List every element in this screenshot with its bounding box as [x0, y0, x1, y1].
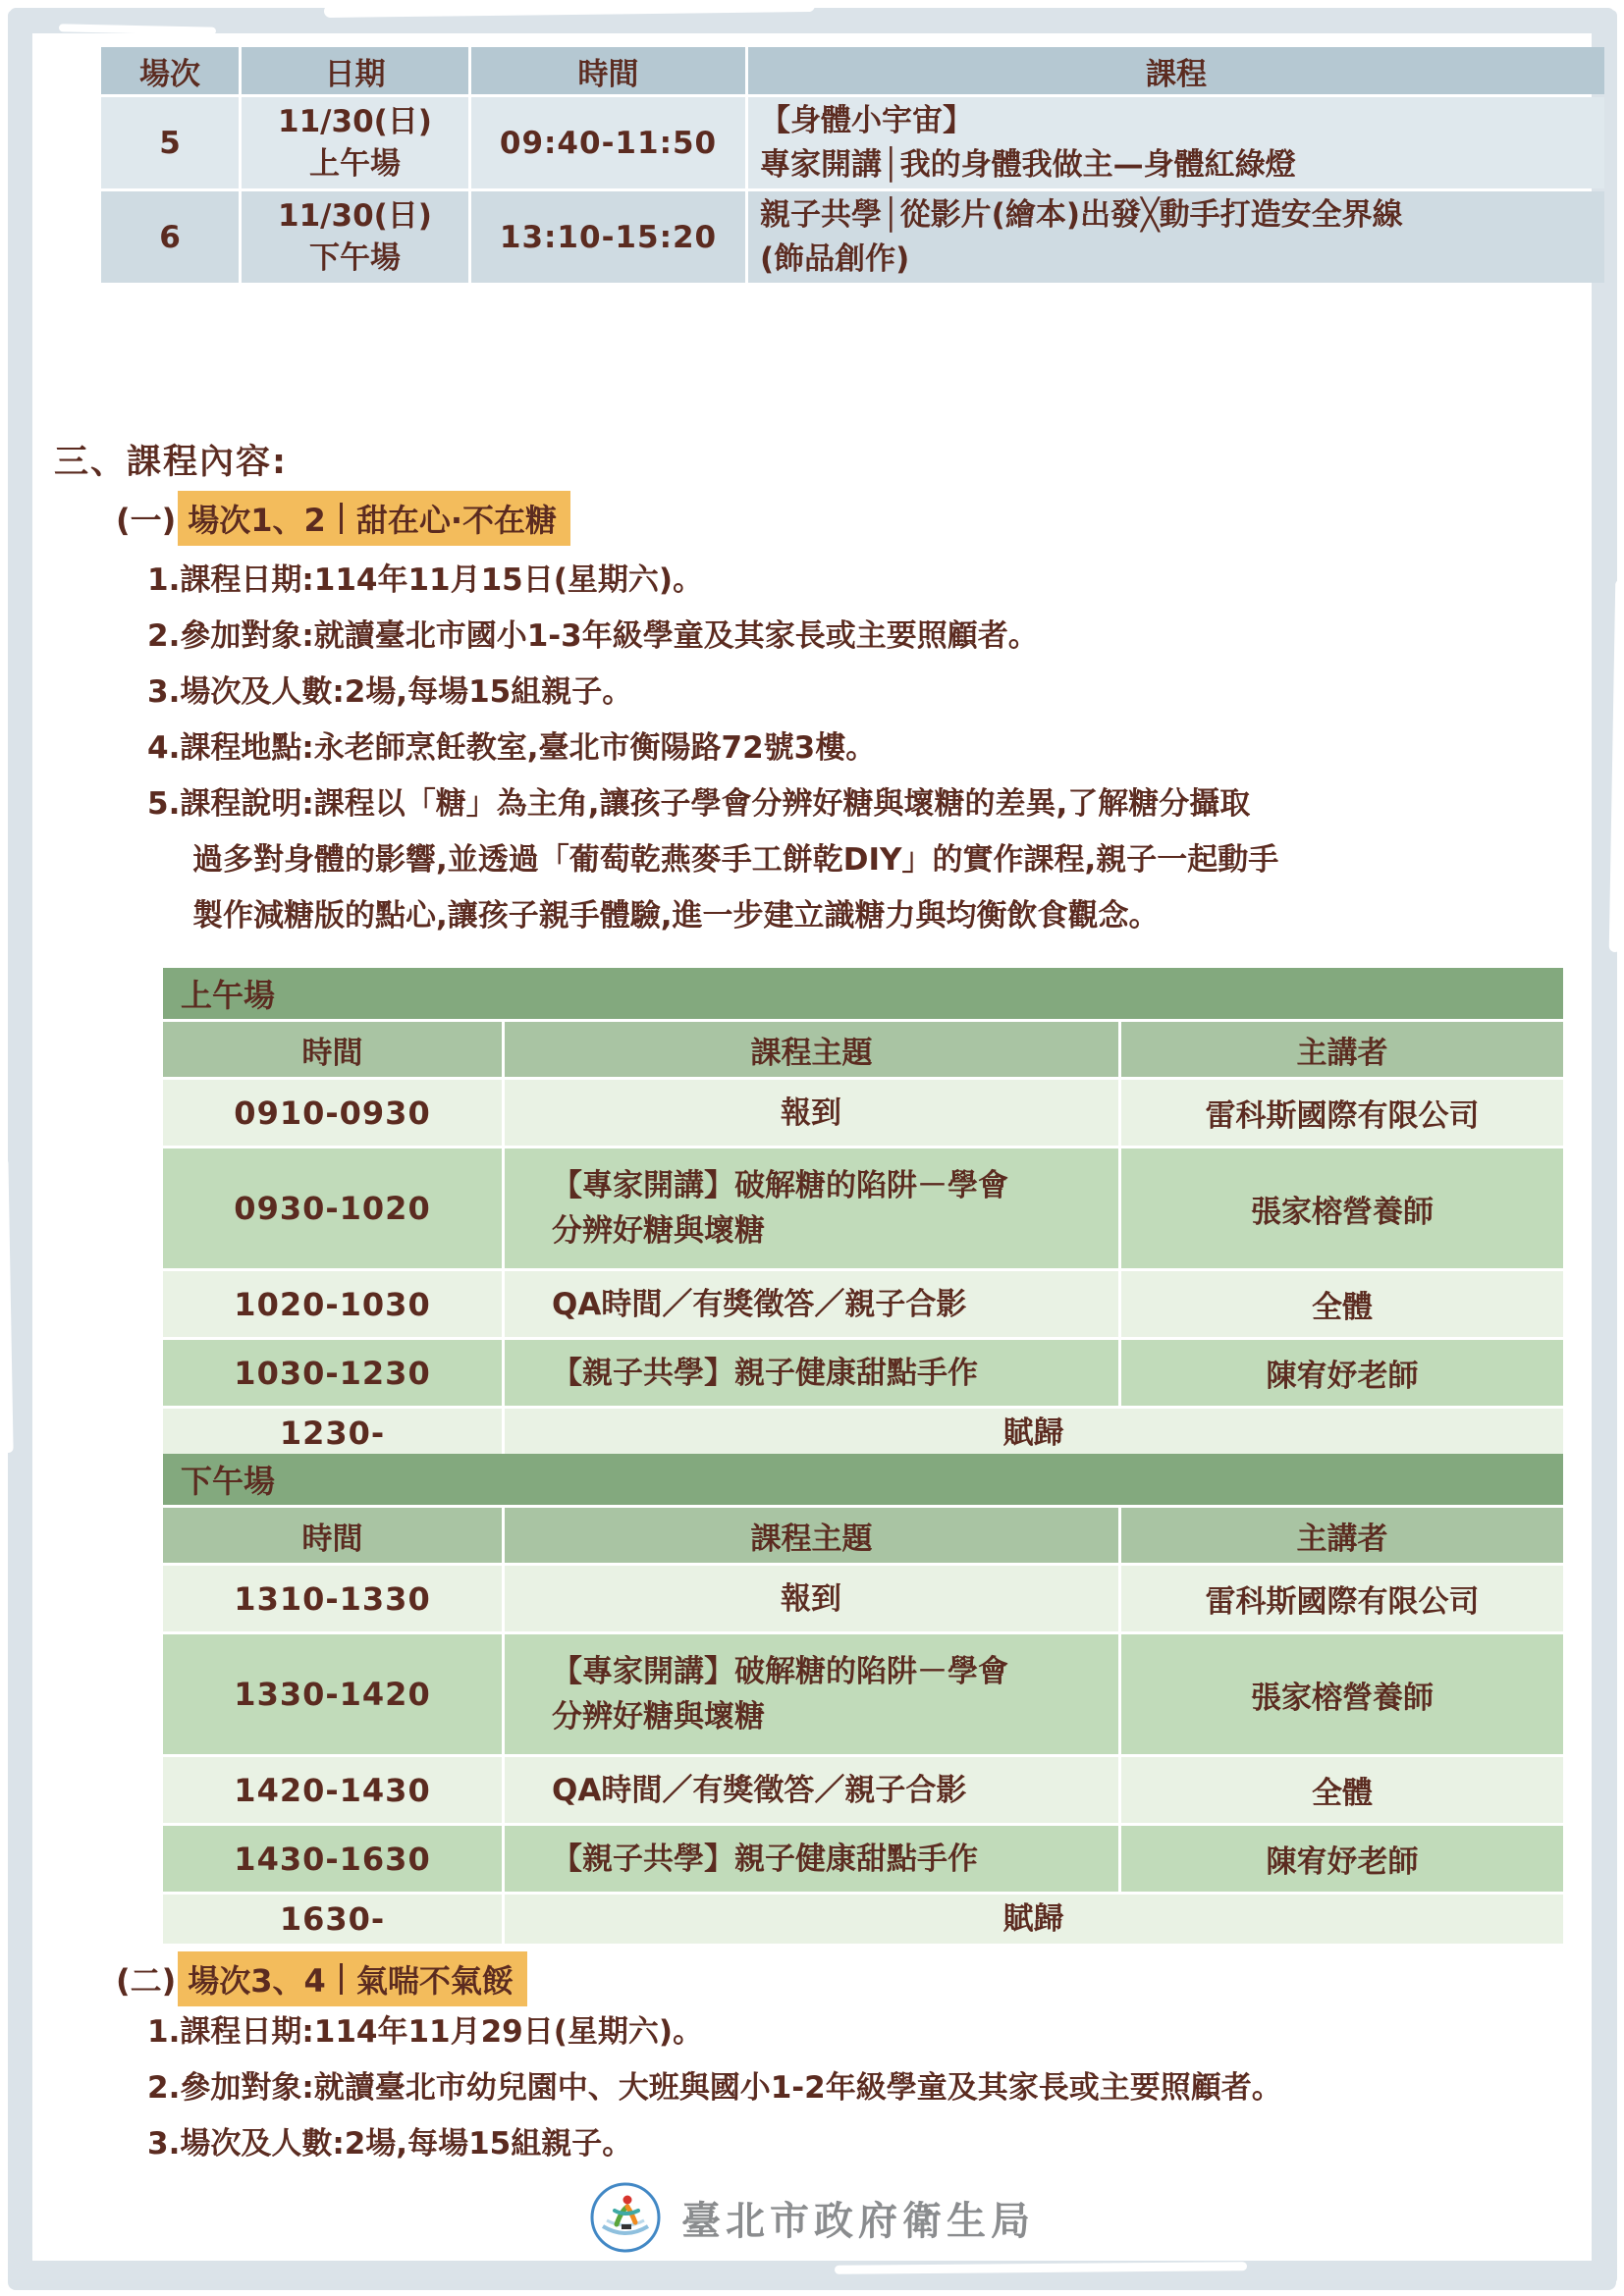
topic-line: 【親子共學】親子健康甜點手作 [552, 1841, 978, 1877]
session-time-cell: 09:40-11:50 [471, 97, 745, 188]
torn-border-left [8, 10, 32, 2284]
topic-line: 賦歸 [1002, 1901, 1064, 1937]
topic-line: 報到 [781, 1095, 841, 1131]
agenda-speaker-cell: 全體 [1121, 1757, 1563, 1823]
topic-line: 【專家開講】破解糖的陷阱－學會 [552, 1168, 1008, 1203]
date-line: 下午場 [309, 240, 401, 276]
subsection-2-tag-right: 氣喘不氣餒 [355, 1962, 514, 2000]
agenda-time-cell: 0910-0930 [163, 1080, 502, 1146]
overview-header-date: 日期 [242, 47, 468, 94]
agenda-row [163, 1757, 1563, 1823]
agenda-row [163, 1271, 1563, 1337]
subsection-2-highlight-tag [178, 1951, 527, 2006]
course-info-item: 3.場次及人數:2場,每場15組親子。 [147, 674, 633, 710]
subsection-2-heading [116, 1951, 527, 2006]
session-date-cell [242, 97, 468, 188]
agenda-row [163, 1566, 1563, 1631]
agenda-speaker-cell: 雷科斯國際有限公司 [1121, 1080, 1563, 1146]
torn-border-top [10, 8, 1614, 33]
agenda-header-row [163, 1022, 1563, 1077]
topic-line: QA時間／有獎徵答／親子合影 [552, 1772, 967, 1808]
subsection-1-tag-left: 場次1、2 [188, 502, 326, 539]
course-description-line: 5.課程說明:課程以「糖」為主角,讓孩子學會分辨好糖與壞糖的差異,了解糖分攝取 [147, 786, 1251, 822]
topic-line: 【親子共學】親子健康甜點手作 [552, 1355, 978, 1391]
agenda-speaker-cell: 陳宥妤老師 [1121, 1826, 1563, 1892]
course-info-item: 4.課程地點:永老師烹飪教室,臺北市衡陽路72號3樓。 [147, 730, 877, 766]
subsection-1-tag-right: 甜在心·不在糖 [355, 502, 557, 539]
agenda-header-time: 時間 [163, 1022, 502, 1077]
afternoon-agenda-table [160, 1451, 1566, 1947]
date-line: 上午場 [309, 145, 401, 182]
topic-line: 賦歸 [1002, 1415, 1064, 1451]
agenda-topic-cell [505, 1757, 1118, 1823]
course-line: (飾品創作) [760, 240, 910, 277]
agenda-time-cell: 1230- [163, 1409, 502, 1458]
agenda-time-cell: 1330-1420 [163, 1634, 502, 1754]
agenda-topic-cell [505, 1826, 1118, 1892]
topic-line: 報到 [781, 1580, 841, 1617]
agenda-header-speaker: 主講者 [1121, 1508, 1563, 1563]
overview-header-time: 時間 [471, 47, 745, 94]
agenda-row [163, 1826, 1563, 1892]
footer-org-name: 臺北市政府衛生局 [681, 2198, 1035, 2244]
topic-line: 分辨好糖與壞糖 [552, 1699, 765, 1735]
section-heading: 三、課程內容: [54, 443, 288, 482]
date-line: 11/30(日) [278, 103, 432, 139]
subsection-1-heading [116, 491, 570, 546]
agenda-header-time: 時間 [163, 1508, 502, 1563]
date-line: 11/30(日) [278, 197, 432, 234]
agenda-row [163, 1340, 1563, 1406]
agenda-header-topic: 課程主題 [505, 1022, 1118, 1077]
session-course-cell [748, 191, 1604, 283]
agenda-time-cell: 1310-1330 [163, 1566, 502, 1631]
session-number-cell: 5 [101, 97, 239, 188]
agenda-topic-cell [505, 1271, 1118, 1337]
agenda-row [163, 1080, 1563, 1146]
agenda-speaker-cell: 陳宥妤老師 [1121, 1340, 1563, 1406]
afternoon-title: 下午場 [163, 1454, 1563, 1505]
morning-title-row [163, 968, 1563, 1019]
agenda-time-cell: 0930-1020 [163, 1148, 502, 1268]
subsection-1-highlight-tag [178, 491, 570, 546]
session-number-cell: 6 [101, 191, 239, 283]
agenda-time-cell: 1030-1230 [163, 1340, 502, 1406]
course-description-line: 過多對身體的影響,並透過「葡萄乾燕麥手工餅乾DIY」的實作課程,親子一起動手 [192, 842, 1279, 878]
agenda-header-speaker: 主講者 [1121, 1022, 1563, 1077]
agenda-time-cell: 1020-1030 [163, 1271, 502, 1337]
agenda-topic-cell [505, 1148, 1118, 1268]
session-overview-table [98, 44, 1607, 286]
course-info-item: 1.課程日期:114年11月29日(星期六)。 [147, 2014, 704, 2050]
schedule-row [101, 97, 1604, 188]
morning-agenda-table [160, 965, 1566, 1461]
agenda-row [163, 1634, 1563, 1754]
afternoon-title-row [163, 1454, 1563, 1505]
tag-divider [340, 503, 343, 534]
session-time-cell: 13:10-15:20 [471, 191, 745, 283]
topic-line: 分辨好糖與壞糖 [552, 1213, 765, 1249]
subsection-1-list [147, 553, 1620, 944]
subsection-1-prefix: (一) [116, 502, 177, 539]
agenda-topic-cell [505, 1566, 1118, 1631]
morning-title: 上午場 [163, 968, 1563, 1019]
agenda-speaker-cell: 張家榕營養師 [1121, 1634, 1563, 1754]
agenda-row [163, 1895, 1563, 1944]
course-description-line: 製作減糖版的點心,讓孩子親手體驗,進一步建立識糖力與均衡飲食觀念。 [192, 898, 1160, 934]
agenda-time-cell: 1420-1430 [163, 1757, 502, 1823]
agenda-topic-cell [505, 1895, 1563, 1944]
overview-header-course: 課程 [748, 47, 1604, 94]
course-info-item: 2.參加對象:就讀臺北市國小1-3年級學童及其家長或主要照顧者。 [147, 618, 1039, 654]
agenda-speaker-cell: 全體 [1121, 1271, 1563, 1337]
course-line: 【身體小宇宙】 [760, 102, 973, 138]
agenda-topic-cell [505, 1080, 1118, 1146]
footer [0, 2181, 1624, 2254]
course-line: 專家開講│我的身體我做主—身體紅綠燈 [760, 146, 1296, 183]
topic-line: 【專家開講】破解糖的陷阱－學會 [552, 1654, 1008, 1689]
torn-border-right [1592, 10, 1617, 2284]
subsection-2-prefix: (二) [116, 1962, 177, 2000]
session-course-cell [748, 97, 1604, 188]
topic-line: QA時間／有獎徵答／親子合影 [552, 1286, 967, 1322]
torn-border-bottom [8, 2261, 1616, 2290]
agenda-time-cell: 1430-1630 [163, 1826, 502, 1892]
agenda-header-row [163, 1508, 1563, 1563]
schedule-row [101, 191, 1604, 283]
agenda-row [163, 1148, 1563, 1268]
course-info-item: 1.課程日期:114年11月15日(星期六)。 [147, 562, 704, 598]
course-info-item: 3.場次及人數:2場,每場15組親子。 [147, 2126, 633, 2162]
overview-header-session: 場次 [101, 47, 239, 94]
agenda-time-cell: 1630- [163, 1895, 502, 1944]
course-line: 親子共學│從影片(繪本)出發╳動手打造安全界線 [760, 196, 1403, 233]
agenda-topic-cell [505, 1340, 1118, 1406]
taipei-health-bureau-logo-icon [589, 2181, 662, 2254]
agenda-header-topic: 課程主題 [505, 1508, 1118, 1563]
agenda-speaker-cell: 張家榕營養師 [1121, 1148, 1563, 1268]
overview-header-row [101, 47, 1604, 94]
session-date-cell [242, 191, 468, 283]
course-info-item: 2.參加對象:就讀臺北市幼兒園中、大班與國小1-2年級學童及其家長或主要照顧者。 [147, 2070, 1282, 2106]
subsection-2-tag-left: 場次3、4 [188, 1962, 326, 2000]
agenda-topic-cell [505, 1634, 1118, 1754]
subsection-2-list [147, 2004, 1620, 2172]
agenda-speaker-cell: 雷科斯國際有限公司 [1121, 1566, 1563, 1631]
tag-divider [340, 1963, 343, 1995]
